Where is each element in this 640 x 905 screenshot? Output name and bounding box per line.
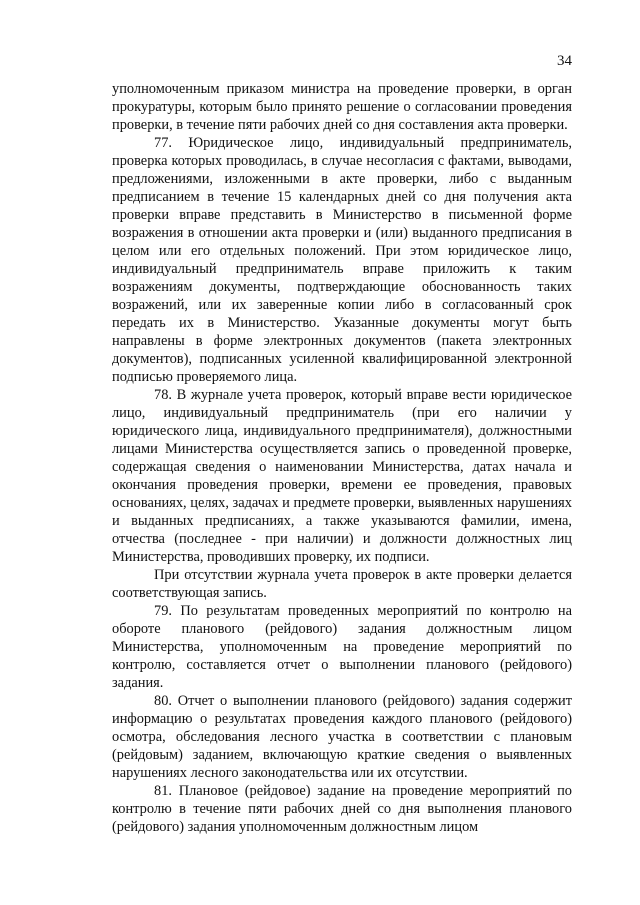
paragraph-79: 79. По результатам проведенных мероприятий по контролю на обороте планового (рейдового) задания должностным лицом Министерства, уполномоченным на проведение мероприятий по контролю, составляется отчет о выполнении планового (рейдового) задания. [112,603,572,691]
paragraph-77: 77. Юридическое лицо, индивидуальный предприниматель, проверка которых проводилась, в случае несогласия с фактами, выводами, предложениями, изложенными в акте проверки, либо с выданным предписанием в течение 15 календарных дней со дня получения акта проверки вправе представить в Министерство в письменной форме возражения в отношении акта проверки и (или) выданного предписания в целом или его отдельных положений. При этом юридическое лицо, индивидуальный предприниматель вправе приложить к таким возражениям документы, подтверждающие обоснованность таких возражений, или их заверенные копии либо в согласованный срок передать их в Министерство. Указанные документы могут быть направлены в форме электронных документов (пакета электронных документов), подписанных усиленной квалифицированной электронной подписью проверяемого лица. [112,135,572,385]
paragraph-81: 81. Плановое (рейдовое) задание на проведение мероприятий по контролю в течение пяти рабочих дней со дня выполнения планового (рейдового) задания уполномоченным должностным лицом [112,783,572,835]
document-body [112,80,572,836]
paragraph-80: 80. Отчет о выполнении планового (рейдового) задания содержит информацию о результатах проведения каждого планового (рейдового) осмотра, обследования лесного участка в соответствии с плановым (рейдовым) заданием, включающую краткие сведения о выявленных нарушениях лесного законодательства или их отсутствии. [112,693,572,781]
paragraph-78: 78. В журнале учета проверок, который вправе вести юридическое лицо, индивидуальный предприниматель (при его наличии у юридического лица, индивидуального предпринимателя), должностными лицами Министерства осуществляется запись о проведенной проверке, содержащая сведения о наименовании Министерства, датах начала и окончания проведения проверки, времени ее проведения, правовых основаниях, целях, задачах и предмете проверки, выявленных нарушениях и выданных предписаниях, а также указываются фамилии, имена, отчества (последнее - при наличии) и должности должностных лиц Министерства, проводивших проверку, их подписи. [112,387,572,565]
paragraph-78-note: При отсутствии журнала учета проверок в акте проверки делается соответствующая запись. [112,567,572,601]
page-number: 34 [557,53,572,69]
paragraph-continuation: уполномоченным приказом министра на проведение проверки, в орган прокуратуры, которым было принято решение о согласовании проведения проверки, в течение пяти рабочих дней со дня составления акта проверки. [112,81,572,133]
